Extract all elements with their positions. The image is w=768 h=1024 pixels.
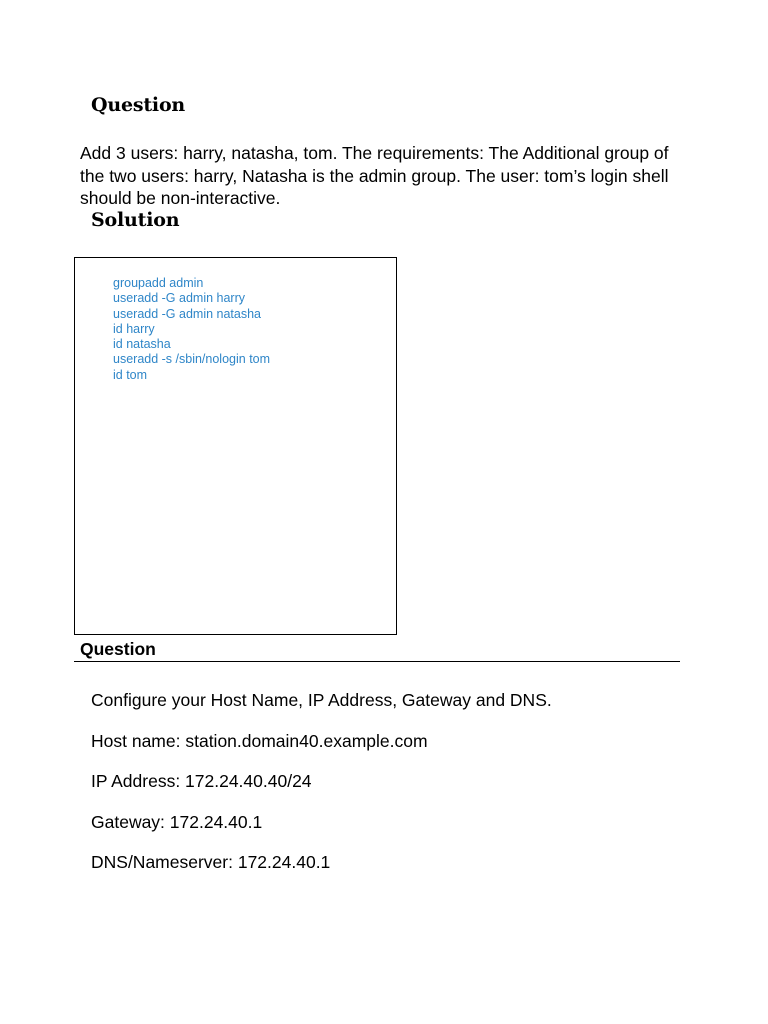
solution-command-line: useradd -s /sbin/nologin tom (113, 352, 271, 367)
question-2-text-list (91, 680, 552, 883)
solution-command-line: id harry (113, 321, 155, 336)
question-2-line: Configure your Host Name, IP Address, Gateway and DNS. (91, 690, 552, 710)
question-2-heading: Question (80, 639, 156, 659)
solution-command-line: useradd -G admin harry (113, 291, 246, 306)
question-2-line: Host name: station.domain40.example.com (91, 730, 428, 751)
solution-heading: Solution (91, 209, 180, 231)
solution-command-line: id natasha (113, 337, 171, 352)
question-1-text: Add 3 users: harry, natasha, tom. The requirements: The Additional group of the two users: harry, Natasha is the admin group. The user: tom’s login shell should be non-interactive. (80, 143, 669, 208)
solution-command-line: id tom (113, 367, 148, 382)
solution-command-line: useradd -G admin natasha (113, 306, 262, 321)
question-2-line: IP Address: 172.24.40.40/24 (91, 771, 312, 791)
question-2-divider (74, 661, 680, 662)
solution-command-line: groupadd admin (113, 276, 204, 290)
question-2-line: Gateway: 172.24.40.1 (91, 811, 263, 832)
question-1-heading: Question (91, 94, 186, 116)
solution-command-list (113, 276, 270, 383)
question-2-line: DNS/Nameserver: 172.24.40.1 (91, 852, 331, 872)
